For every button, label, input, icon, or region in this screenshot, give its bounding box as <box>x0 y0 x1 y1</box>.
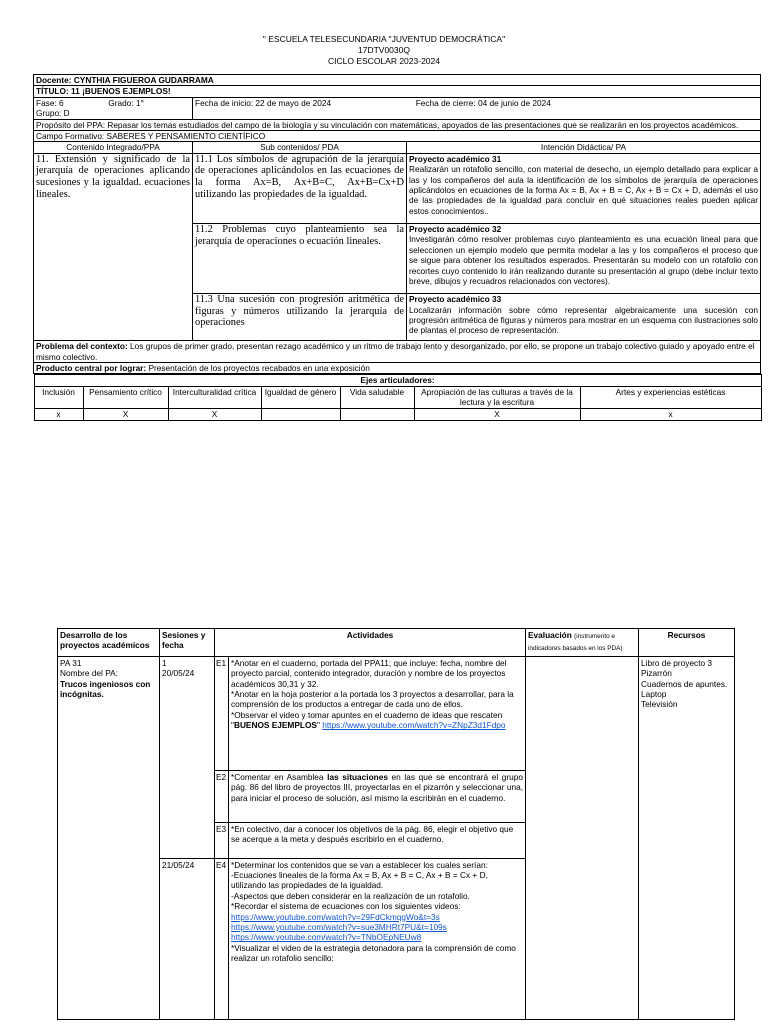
school-cycle: CICLO ESCOLAR 2023-2024 <box>328 56 440 66</box>
pa-title-33: Proyecto académico 33 <box>409 294 502 305</box>
school-code: 17DTV0030Q <box>358 45 410 55</box>
eje-name: Igualdad de género <box>261 386 340 408</box>
recurso-item: Libro de proyecto 3 <box>641 657 713 668</box>
subcontenido-1: 11.1 Los símbolos de agrupación de la jerarquía de operaciones aplicándolos en las ecuaciones de la forma Ax=B, Ax+B=C, Ax+B=Cx+D utilizando las propiedades de la igualdad. <box>193 153 407 223</box>
activity-e1-bold: BUENOS EJEMPLOS <box>233 720 317 731</box>
ejes-row <box>34 374 761 421</box>
eje-mark: x <box>580 408 761 420</box>
recurso-item: Cuadernos de apuntes. <box>641 678 728 689</box>
development-table <box>57 628 735 1020</box>
session-number: 1 <box>162 657 167 668</box>
pa-title-32: Proyecto académico 32 <box>409 223 502 234</box>
activity-e4-text: *Determinar los contenidos que se van a establecer los cuales serían: -Ecuaciones lineales de la forma Ax = B, Ax + B = C, Ax + B = Cx + D, utilizando las propiedades de la igualdad. -Aspectos que deben considerar en la realización de un rotafolio. *Recordar el sistema de ecuaciones con los siguientes videos: <box>231 859 488 912</box>
titulo-row <box>34 86 761 97</box>
dev-header-row <box>58 629 735 657</box>
eje-name: Inclusión <box>34 386 83 408</box>
actividades-header: Actividades <box>215 629 526 657</box>
pa-title-31: Proyecto académico 31 <box>409 153 502 164</box>
recurso-item: Televisión <box>641 699 678 710</box>
pa-text-32: Investigarán cómo resolver problemas cuyo planteamiento es una ecuación lineal para que seleccionen un ejemplo modelo que permita modelar a las y los compañeros el proceso que se sigue para obtener los resultados esperados. Presentarán su modelo con un rotafolio con recortes cuyo contenido lo irán realizando durante su presentación al grupo (debe incluir texto breve, dibujos y recuadros relacionados con vectores). <box>409 234 759 286</box>
activity-code: E3 <box>215 822 229 858</box>
fecha-cierre: Fecha de cierre: 04 de junio de 2024 <box>415 97 551 108</box>
problema-row <box>34 341 761 363</box>
sub-header: Sub contenidos/ PDA <box>193 142 407 153</box>
activity-code: E4 <box>215 858 229 1019</box>
pa31-name-label: Nombre del PA: <box>60 668 118 679</box>
eje-name: Interculturalidad crítica <box>168 386 261 408</box>
school-header <box>0 34 768 67</box>
eje-name: Artes y experiencias estéticas <box>580 386 761 408</box>
activity-code: E1 <box>215 656 229 770</box>
fase-value: Fase: 6 <box>36 97 64 108</box>
contenido-header: Contenido Integrado/PPA <box>34 142 193 153</box>
producto-label: Producto central por lograr: <box>36 363 147 374</box>
pa-text-33: Localizarán información sobre cómo representar algebraicamente una sucesión con progresión aritmética de figuras y números para mostrar en un esquema con ilustraciones solo de plantas el proceso de representación. <box>409 304 759 336</box>
video-link[interactable]: https://www.youtube.com/watch?v=ZNpZ3d1Fdpo <box>322 720 506 731</box>
recurso-item: Pizarrón <box>641 668 672 679</box>
docente-row <box>34 75 761 86</box>
school-name: " ESCUELA TELESECUNDARIA "JUVENTUD DEMOCRÁTICA" <box>262 34 506 44</box>
eje-name: Vida saludable <box>340 386 414 408</box>
eje-mark: x <box>34 408 83 420</box>
plan-table <box>33 74 761 421</box>
intencion-header: Intención Didáctica/ PA <box>407 142 761 153</box>
pa31-name: Trucos ingeniosos con incógnitas. <box>60 678 151 700</box>
grado-value: Grado: 1° <box>108 97 144 108</box>
fecha-inicio: Fecha de inicio: 22 de mayo de 2024 <box>195 97 332 108</box>
evaluacion-header: Evaluación <box>528 630 572 640</box>
activity-e2-bold: las situaciones <box>327 772 388 783</box>
session-date: 21/05/24 <box>162 859 195 870</box>
pa-text-31: Realizarán un rotafolio sencillo, con material de desecho, un ejemplo detallado para explicar a las y los compañeros del aula la identificación de los símbolos de jerarquía de operaciones aplicándolos en ecuaciones de la forma Ax = B, Ax + B = C, Ax + B = Cx + D, además el uso de las propiedades de la igualdad para concluir en qué situaciones reales pueden aplicar estos conocimientos.. <box>409 164 759 216</box>
ejes-title: Ejes articuladores: <box>360 375 435 386</box>
eje-mark: X <box>83 408 168 420</box>
ejes-table <box>34 374 762 420</box>
evaluacion-cell <box>526 656 639 1019</box>
activity-code: E2 <box>215 771 229 823</box>
activity-e2-pre: *Comentar en Asamblea <box>231 772 328 783</box>
recursos-header: Recursos <box>639 629 735 657</box>
docente-label: Docente: CYNTHIA FIGUEROA GUDARRAMA <box>36 75 214 85</box>
producto-text: Presentación de los proyectos recabados en una exposición <box>146 363 370 374</box>
sesiones-header: Sesiones y fecha <box>160 629 215 657</box>
activity-e3-text: *En colectivo, dar a conocer los objetivos de la pág. 86, elegir el objetivo que se acerque a la meta y después escribirlo en el cuaderno. <box>229 822 526 858</box>
activity-e4-tail: *Visualizar el video de la estrategia detonadora para la comprensión de como realizar un rotafolio sencillo: <box>231 942 516 964</box>
activity-row-e1 <box>58 656 735 770</box>
activity-e2-post: en las que se encontrará el grupo pág. 86 del libro de proyectos III, proyectarlas en el pizarrón y seleccionar una, para iniciar el proceso de solución, así mismo la escribirán en el cuaderno. <box>231 772 524 803</box>
sub-row-1 <box>34 153 761 223</box>
ejes-marks-row <box>34 408 761 420</box>
eje-mark: X <box>168 408 261 420</box>
proposito-row <box>34 119 761 130</box>
proposito-text: Propósito del PPA: Repasar los temas estudiados del campo de la biología y su vinculación con matemáticas, apoyados de las presentaciones que se realizarán en los proyectos académicos. <box>34 119 761 130</box>
problema-text: Los grupos de primer grado, presentan rezago académico y un ritmo de trabajo lento y desorganizado, por ello, se propone un trabajo colectivo guiado y apoyado entre el mismo colectivo. <box>36 341 755 362</box>
problema-label: Problema del contexto: <box>36 341 128 352</box>
eje-mark <box>340 408 414 420</box>
plan-header-row <box>34 142 761 153</box>
video-link[interactable]: https://www.youtube.com/watch?v=29FdCkmqgWo&t=3s <box>231 911 440 922</box>
grupo-value: Grupo: D <box>36 108 70 119</box>
titulo-label: TÍTULO: 11 ¡BUENOS EJEMPLOS! <box>36 86 171 97</box>
desarrollo-header: Desarrollo de los proyectos académicos <box>58 629 160 657</box>
contenido-integrado: 11. Extensión y significado de la jerarquía de operaciones aplicando sucesiones y la igualdad. ecuaciones lineales. <box>34 153 193 340</box>
video-link[interactable]: https://www.youtube.com/watch?v=sue3MHRt7PU&t=109s <box>231 921 447 932</box>
eje-name: Apropiación de las culturas a través de la lectura y la escritura <box>414 386 580 408</box>
eje-mark <box>261 408 340 420</box>
recurso-item: Laptop <box>641 689 667 700</box>
video-link[interactable]: https://www.youtube.com/watch?v=TNbOEpNEUw8 <box>231 932 422 943</box>
fase-row <box>34 97 761 119</box>
ejes-names-row <box>34 386 761 408</box>
subcontenido-2: 11.2 Problemas cuyo planteamiento sea la jerarquía de operaciones o ecuación lineales. <box>193 223 407 293</box>
subcontenido-3: 11.3 Una sucesión con progresión aritmética de figuras y números utilizando la jerarquía de operaciones <box>193 294 407 341</box>
producto-row <box>34 363 761 374</box>
eje-name: Pensamiento crítico <box>83 386 168 408</box>
activity-e1-text: *Anotar en el cuaderno, portada del PPA11; que incluye: fecha, nombre del proyecto parcial, contenido integrador, duración y nombre de los proyectos académicos 30,31 y 32. *Anotar en la hoja posterior a la portada los 3 proyectos a desarrollar, para la comprensión de los productos a entregar de cada uno de ellos. *Observar el video y tomar apuntes en el cuaderno de ideas que rescaten " <box>231 657 514 731</box>
eje-mark: X <box>414 408 580 420</box>
activity-e1-after: " <box>316 720 323 731</box>
evaluacion-subheader: (instrumento e indicadores basados en los PDA) <box>528 633 623 653</box>
campo-text: Campo Formativo: SABERES Y PENSAMIENTO CIENTÍFICO <box>34 131 761 142</box>
campo-row <box>34 131 761 142</box>
session-date: 20/05/24 <box>162 668 195 679</box>
pa31-title: PA 31 <box>60 657 82 668</box>
